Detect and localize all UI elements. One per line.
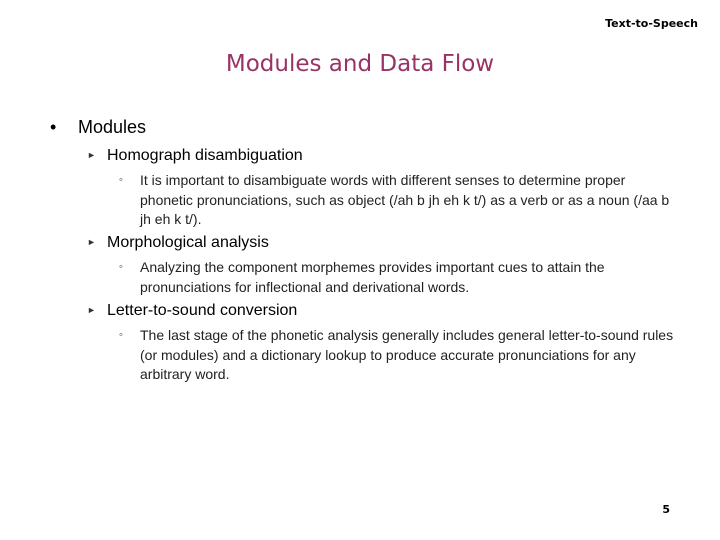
subitem-letter-to-sound	[87, 302, 297, 320]
page-number: 5	[662, 503, 670, 516]
subitem-heading: Letter-to-sound conversion	[107, 302, 298, 319]
detail-morphological	[121, 258, 681, 297]
detail-text: Analyzing the component morphemes provides important cues to attain the pronunciations for inflectional and derivational words.	[140, 259, 605, 295]
slide-title: Modules and Data Flow	[225, 51, 495, 77]
subitem-morphological	[87, 234, 269, 252]
bullet-dot-icon: •	[50, 117, 57, 137]
subitem-heading: Homograph disambiguation	[107, 147, 303, 164]
detail-homograph	[121, 171, 681, 230]
subitem-heading: Morphological analysis	[107, 234, 269, 251]
arrow-right-icon: ►	[87, 237, 96, 247]
arrow-right-icon: ►	[87, 150, 96, 160]
bullet-label: Modules	[78, 117, 147, 137]
detail-text: It is important to disambiguate words with different senses to determine proper phonetic pronunciations, such as object (/ah b jh eh k t/) as a verb or as a noun (/aa b jh eh k t/).	[140, 172, 670, 227]
circle-bullet-icon: ◦	[119, 329, 123, 341]
circle-bullet-icon: ◦	[119, 174, 123, 186]
arrow-right-icon: ►	[87, 305, 96, 315]
subitem-homograph	[87, 147, 303, 165]
circle-bullet-icon: ◦	[119, 261, 123, 273]
bullet-modules	[50, 117, 146, 138]
detail-text: The last stage of the phonetic analysis generally includes general letter-to-sound rules (or modules) and a dictionary lookup to produce accurate pronunciations for any arbitrary word.	[140, 327, 674, 382]
slide-header: Text-to-Speech	[605, 17, 698, 30]
detail-letter-to-sound	[121, 326, 681, 385]
